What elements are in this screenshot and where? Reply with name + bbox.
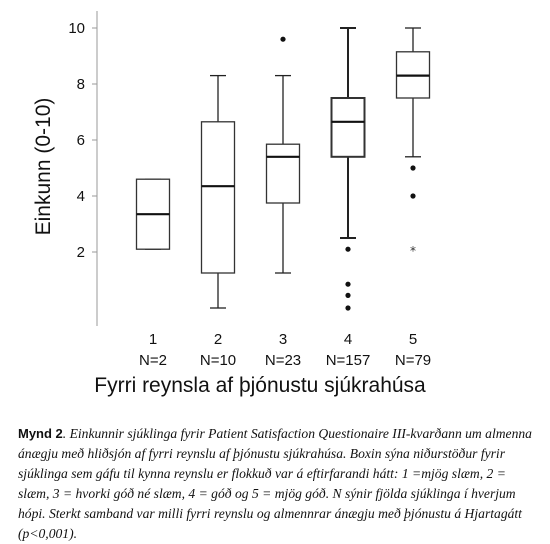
group-n-label: N=23 <box>264 352 302 369</box>
x-tick-label: 3 <box>278 331 288 348</box>
x-tick-label: 5 <box>408 331 418 348</box>
x-axis-label: Fyrri reynsla af þjónustu sjúkrahúsa <box>94 374 426 397</box>
outlier-point <box>345 293 350 298</box>
outlier-point <box>410 193 415 198</box>
y-tick-label: 2 <box>76 244 85 261</box>
x-tick-label: 4 <box>343 331 353 348</box>
figure-caption <box>18 424 538 544</box>
y-tick-label: 6 <box>76 132 85 149</box>
caption-text: . Einkunnir sjúklinga fyrir Patient Satisfaction Questionaire III-kvarðann um almenna ánægju með hliðsjón af fyrri reynslu af þjónustu sjúkrahúsa. Boxin sýna niðurstöður fyrir sjúklinga sem gáfu til kynna reynslu er flokkuð var á eftirfarandi hátt: 1 =mjög slæm, 2 = slæm, 3 = hvorki góð né slæm, 4 = góð og 5 = mjög góð. N sýnir fjölda sjúklinga í hverjum hópi. Sterkt samband var milli fyrri reynslu og almennrar ánægju með þjónustu á Hjartagátt (p<0,001). <box>18 426 532 541</box>
x-tick-labels <box>139 331 431 369</box>
group-n-label: N=157 <box>325 352 371 369</box>
box-group-5 <box>397 28 430 258</box>
group-n-label: N=10 <box>199 352 237 369</box>
y-tick-label: 4 <box>76 188 85 205</box>
group-n-label: N=2 <box>139 352 167 369</box>
outlier-point <box>410 165 415 170</box>
outlier-point <box>345 282 350 287</box>
figure-label: Mynd 2 <box>18 426 63 441</box>
group-n-label: N=79 <box>394 352 432 369</box>
box-group-container <box>137 28 430 311</box>
outlier-point <box>345 247 350 252</box>
box-iqr <box>332 98 365 157</box>
y-ticks <box>68 20 97 261</box>
box-iqr <box>202 122 235 273</box>
outlier-point <box>280 37 285 42</box>
y-axis-label: Einkunn (0-10) <box>32 97 55 236</box>
box-group-4 <box>332 28 365 311</box>
box-iqr <box>267 144 300 203</box>
box-group-1 <box>137 179 170 249</box>
x-tick-label: 1 <box>148 331 158 348</box>
box-group-2 <box>202 76 235 308</box>
box-group-3 <box>267 37 300 273</box>
y-tick-label: 8 <box>76 76 85 93</box>
extreme-point: * <box>410 244 416 259</box>
outlier-point <box>345 305 350 310</box>
x-tick-label: 2 <box>213 331 223 348</box>
y-tick-label: 10 <box>68 20 85 37</box>
